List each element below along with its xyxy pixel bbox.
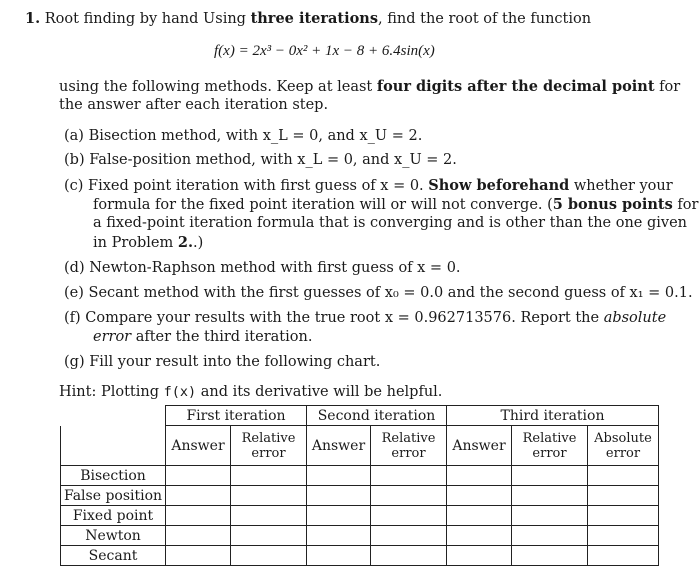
answer-cell[interactable] xyxy=(371,506,447,526)
sub-answer-1: Answer xyxy=(166,426,231,466)
item-c-text-1b: whether your xyxy=(573,178,673,194)
item-e xyxy=(64,285,693,301)
row-label-false-position: False position xyxy=(61,486,166,506)
item-b xyxy=(64,152,457,168)
answer-cell[interactable] xyxy=(371,466,447,486)
item-c xyxy=(64,177,673,194)
item-c-line3: a fixed-point iteration formula that is converging and is other than the one given xyxy=(93,215,688,231)
answer-cell[interactable] xyxy=(447,506,512,526)
problem-number: 1. xyxy=(25,10,41,27)
table-row xyxy=(61,506,659,526)
answer-cell[interactable] xyxy=(512,466,588,486)
item-b-label: (b) xyxy=(64,152,85,168)
item-f-line2 xyxy=(93,329,312,345)
table-row xyxy=(61,546,659,566)
item-c-line4 xyxy=(93,234,203,251)
chart-header-row-2 xyxy=(61,426,659,466)
item-c-bold-4: 2. xyxy=(177,234,194,251)
answer-cell[interactable] xyxy=(307,486,371,506)
answer-cell[interactable] xyxy=(512,506,588,526)
row-label-secant: Secant xyxy=(61,546,166,566)
item-d-label: (d) xyxy=(64,260,85,276)
results-chart xyxy=(60,405,659,566)
sub-absolute-3 xyxy=(588,426,659,466)
answer-cell[interactable] xyxy=(447,546,512,566)
answer-cell[interactable] xyxy=(588,546,659,566)
answer-cell[interactable] xyxy=(512,486,588,506)
answer-cell[interactable] xyxy=(307,546,371,566)
answer-cell[interactable] xyxy=(512,546,588,566)
item-b-text: False-position method, with x_L = 0, and x_U = 2. xyxy=(89,152,457,168)
table-row xyxy=(61,466,659,486)
answer-cell[interactable] xyxy=(447,466,512,486)
answer-cell[interactable] xyxy=(588,486,659,506)
instructions-line2: the answer after each iteration step. xyxy=(59,97,329,113)
sub-relative-1 xyxy=(231,426,307,466)
sub-relative-1-l2: error xyxy=(251,445,286,461)
item-a-text: Bisection method, with x_L = 0, and x_U = 2. xyxy=(88,128,423,144)
answer-cell[interactable] xyxy=(447,526,512,546)
header-second-iteration: Second iteration xyxy=(307,406,447,426)
answer-cell[interactable] xyxy=(371,546,447,566)
answer-cell[interactable] xyxy=(512,526,588,546)
answer-cell[interactable] xyxy=(588,466,659,486)
function-equation: f(x) = 2x³ − 0x² + 1x − 8 + 6.4sin(x) xyxy=(214,43,435,59)
item-c-text-1a: Fixed point iteration with first guess of x = 0. xyxy=(88,178,424,194)
sub-answer-2: Answer xyxy=(307,426,371,466)
item-e-text: Secant method with the first guesses of x₀ = 0.0 and the second guess of x₁ = 0.1. xyxy=(88,285,693,301)
instructions-text-a: using the following methods. Keep at least xyxy=(59,79,373,95)
header-first-iteration: First iteration xyxy=(166,406,307,426)
answer-cell[interactable] xyxy=(447,486,512,506)
chart-header-row-1 xyxy=(61,406,659,426)
answer-cell[interactable] xyxy=(231,486,307,506)
sub-relative-3-l2: error xyxy=(532,445,567,461)
item-g-label: (g) xyxy=(64,354,85,370)
item-c-text-4b: .) xyxy=(193,235,204,251)
sub-absolute-l2: error xyxy=(605,445,641,461)
header-third-iteration: Third iteration xyxy=(447,406,659,426)
intro-text-a: Using xyxy=(203,11,246,27)
item-f-label: (f) xyxy=(64,310,81,326)
item-a-label: (a) xyxy=(64,128,84,144)
problem-statement-line1 xyxy=(25,10,591,27)
row-label-newton: Newton xyxy=(61,526,166,546)
answer-cell[interactable] xyxy=(166,486,231,506)
instructions-bold: four digits after the decimal point xyxy=(376,78,655,95)
item-f-text-2b: after the third iteration. xyxy=(135,329,313,345)
sub-relative-1-l1: Relative xyxy=(241,430,296,446)
intro-bold: three iterations xyxy=(250,10,378,27)
intro-text-b: , find the root of the function xyxy=(378,11,592,27)
hint xyxy=(59,384,442,400)
hint-text-b: and its derivative will be helpful. xyxy=(200,384,443,400)
answer-cell[interactable] xyxy=(166,546,231,566)
item-f-italic-1: absolute xyxy=(603,310,667,326)
answer-cell[interactable] xyxy=(166,466,231,486)
answer-cell[interactable] xyxy=(307,466,371,486)
hint-text-a: Hint: Plotting xyxy=(59,384,159,400)
item-c-label: (c) xyxy=(64,178,84,194)
sub-relative-3-l1: Relative xyxy=(522,430,577,446)
sub-absolute-l1: Absolute xyxy=(594,430,652,446)
row-label-fixed-point: Fixed point xyxy=(61,506,166,526)
answer-cell[interactable] xyxy=(166,526,231,546)
answer-cell[interactable] xyxy=(307,506,371,526)
sub-relative-2-l2: error xyxy=(391,445,426,461)
row-label-bisection: Bisection xyxy=(61,466,166,486)
answer-cell[interactable] xyxy=(371,526,447,546)
answer-cell[interactable] xyxy=(588,506,659,526)
item-c-line2 xyxy=(93,196,698,213)
answer-cell[interactable] xyxy=(166,506,231,526)
answer-cell[interactable] xyxy=(231,546,307,566)
item-f xyxy=(64,310,666,326)
item-d-text: Newton-Raphson method with first guess of x = 0. xyxy=(89,260,461,276)
hint-code: f(x) xyxy=(163,384,197,400)
item-a xyxy=(64,128,422,144)
item-e-label: (e) xyxy=(64,285,84,301)
instructions-line1 xyxy=(59,78,680,95)
instructions-text-b: for xyxy=(659,79,681,95)
answer-cell[interactable] xyxy=(588,526,659,546)
item-c-text-2b: for xyxy=(677,197,699,213)
item-g xyxy=(64,354,380,370)
chart-corner xyxy=(61,406,166,426)
sub-relative-2-l1: Relative xyxy=(381,430,436,446)
table-row xyxy=(61,486,659,506)
item-c-text-2a: formula for the fixed point iteration will or will not converge. ( xyxy=(93,197,553,213)
item-d xyxy=(64,260,461,276)
item-f-text-1a: Compare your results with the true root x = 0.962713576. Report the xyxy=(85,310,600,326)
answer-cell[interactable] xyxy=(231,526,307,546)
sub-relative-3 xyxy=(512,426,588,466)
item-c-bold-1: Show beforehand xyxy=(428,177,570,194)
item-c-bold-2: 5 bonus points xyxy=(552,196,673,213)
problem-title: Root finding by hand xyxy=(44,11,199,27)
answer-cell[interactable] xyxy=(307,526,371,546)
table-row xyxy=(61,526,659,546)
chart-corner-lower xyxy=(61,426,166,466)
answer-cell[interactable] xyxy=(231,466,307,486)
item-c-text-4a: in Problem xyxy=(93,235,174,251)
answer-cell[interactable] xyxy=(371,486,447,506)
sub-relative-2 xyxy=(371,426,447,466)
item-g-text: Fill your result into the following chart. xyxy=(89,354,381,370)
sub-answer-3: Answer xyxy=(447,426,512,466)
item-f-italic-2: error xyxy=(93,329,132,345)
answer-cell[interactable] xyxy=(231,506,307,526)
